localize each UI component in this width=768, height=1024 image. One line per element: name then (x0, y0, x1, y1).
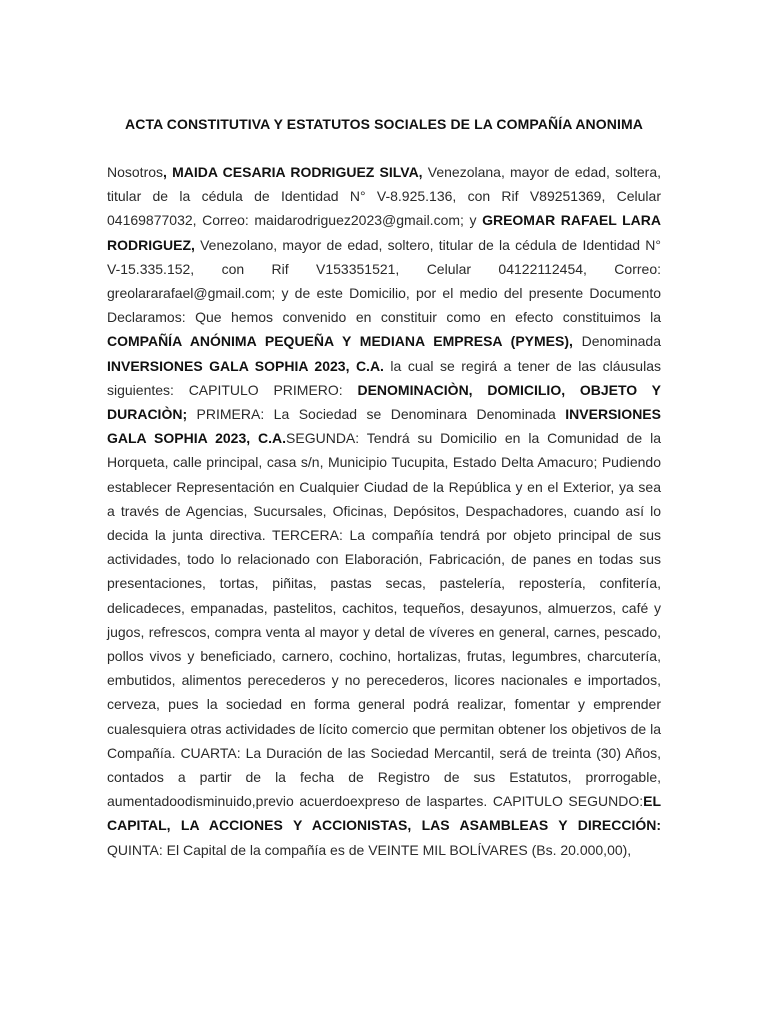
document-title: ACTA CONSTITUTIVA Y ESTATUTOS SOCIALES DE LA COMPAÑÍA ANONIMA (125, 116, 643, 132)
text-segment: Nosotros (107, 164, 164, 180)
text-segment: PRIMERA: La Sociedad se Denominara Denominada (187, 406, 566, 423)
text-segment: Venezolano, mayor de edad, soltero, titular de la cédula de Identidad N° V-15.335.152, con Rif V153351521, Celular 04122112454, Correo: greolararafael@gmail.com; y de este Domicilio, por el medio del presente Documento Declaramos: Que hemos convenido en constituir como en efecto constituimos la (107, 236, 661, 326)
bold-segment: EL CAPITAL, LA ACCIONES Y ACCIONISTAS, LAS ASAMBLEAS Y DIRECCIÓN: (107, 793, 661, 834)
text-segment: QUINTA: El Capital de la compañía es de VEINTE MIL BOLÍVARES (Bs. 20.000,00), (107, 841, 632, 858)
text-segment: la cual se regirá a tener de las cláusulas siguientes: CAPITULO PRIMERO: (107, 357, 661, 398)
text-segment: SEGUNDA: Tendrá su Domicilio en la Comunidad de la Horqueta, calle principal, casa s/n, Municipio Tucupita, Estado Delta Amacuro; Pudiendo establecer Representación en Cualquier Ciudad de la República y en el Exterior, ya sea a través de Agencias, Sucursales, Oficinas, Depósitos, Despachadores, cuando así lo decida la junta directiva. TERCERA: La compañía tendrá por objeto principal de sus actividades, todo lo relacionado con Elaboración, Fabricación, de panes en todas sus presentaciones, tortas, piñitas, pastas secas, pastelería, repostería, confitería, delicadeces, empanadas, pastelitos, cachitos, tequeños, desayunos, almuerzos, café y jugos, refrescos, compra venta al mayor y detal de víveres en general, carnes, pescado, pollos vivos y beneficiado, carnero, cochino, hortalizas, frutas, legumbres, charcutería, embutidos, alimentos perecederos y no perecederos, licores nacionales e importados, cerveza, pues la sociedad en forma general podrá realizar, fomentar y emprender cualesquiera otras actividades de lícito comercio que permitan obtener los objetivos de la Compañía. CUARTA: La Duración de las Sociedad Mercantil, será de treinta (30) Años, contados a partir de la fecha de Registro de sus Estatutos, prorrogable, aumentadoodisminuido,previo acuerdoexpreso de laspartes. CAPITULO SEGUNDO: (107, 430, 661, 810)
bold-segment: DENOMINACIÒN, DOMICILIO, OBJETO Y DURACIÒN; (107, 381, 662, 423)
bold-segment: COMPAÑÍA ANÓNIMA PEQUEÑA Y MEDIANA EMPRESA (PYMES), (107, 333, 573, 350)
bold-segment: INVERSIONES GALA SOPHIA 2023, C.A. (107, 357, 384, 374)
bold-segment: GREOMAR RAFAEL LARA RODRIGUEZ, (107, 212, 661, 253)
bold-segment: , MAIDA CESARIA RODRIGUEZ SILVA, (163, 164, 423, 180)
text-segment: Denominada (572, 333, 661, 350)
document-body (107, 160, 661, 862)
text-segment: Venezolana, mayor de edad, soltera, titular de la cédula de Identidad N° V-8.925.136, con Rif V89251369, Celular 04169877032, Correo: maidarodriguez2023@gmail.com; y (107, 164, 662, 229)
bold-segment: INVERSIONES GALA SOPHIA 2023, C.A. (107, 406, 661, 447)
